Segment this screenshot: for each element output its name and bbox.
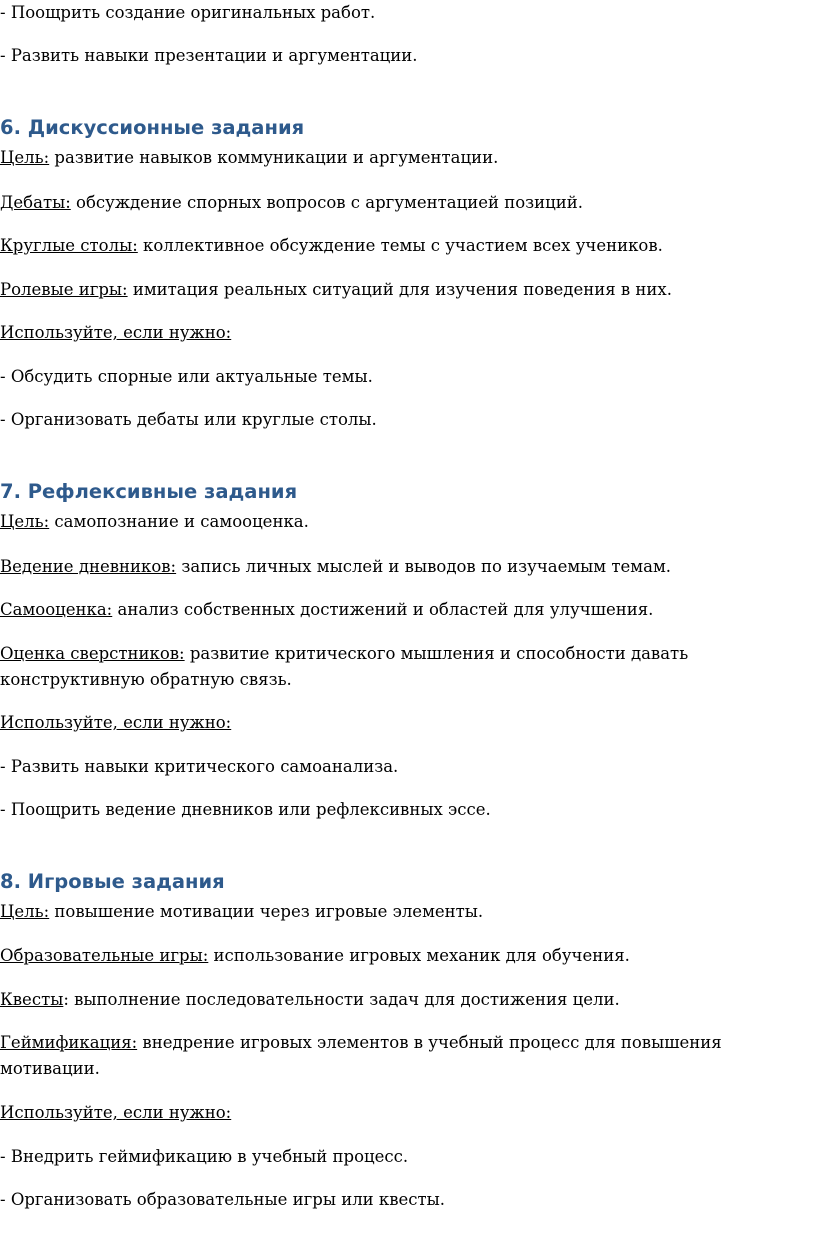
bullet-text: - Развить навыки презентации и аргументации. <box>0 46 418 65</box>
item-text: обсуждение спорных вопросов с аргументацией позиций. <box>70 193 583 212</box>
section6-goal <box>0 145 498 171</box>
item-text: анализ собственных достижений и областей для улучшения. <box>112 600 654 619</box>
section7-item-diaries <box>0 554 671 580</box>
section6-bullet-organize-debates <box>0 407 377 433</box>
item-text: развитие критического мышления и способности давать конструктивную обратную связь. <box>0 644 689 689</box>
goal-text: самопознание и самооценка. <box>49 512 309 531</box>
section-heading-reflective: 7. Рефлексивные задания <box>0 480 298 503</box>
section6-item-round-tables <box>0 233 663 259</box>
bullet-text: - Поощрить ведение дневников или рефлексивных эссе. <box>0 800 491 819</box>
use-label: Используйте, если нужно: <box>0 323 232 342</box>
item-label: Ведение дневников: <box>0 557 177 576</box>
section7-bullet-diaries-essays <box>0 797 491 823</box>
item-label: Самооценка: <box>0 600 113 619</box>
item-label: Ролевые игры: <box>0 280 128 299</box>
bullet-text: - Развить навыки критического самоанализа. <box>0 757 399 776</box>
goal-text: повышение мотивации через игровые элементы. <box>49 902 484 921</box>
use-label: Используйте, если нужно: <box>0 713 232 732</box>
section-heading-discussion: 6. Дискуссионные задания <box>0 116 305 139</box>
section-heading-game: 8. Игровые задания <box>0 870 225 893</box>
section6-item-debates <box>0 190 583 216</box>
section8-item-quests <box>0 987 620 1013</box>
item-text: коллективное обсуждение темы с участием всех учеников. <box>137 236 663 255</box>
section8-item-educational-games <box>0 943 630 969</box>
section8-item-gamification <box>0 1030 760 1082</box>
item-label: Квесты <box>0 990 64 1009</box>
item-label: Дебаты: <box>0 193 71 212</box>
section8-goal <box>0 899 483 925</box>
bullet-text: - Обсудить спорные или актуальные темы. <box>0 367 373 386</box>
section8-bullet-gamification <box>0 1144 408 1170</box>
section6-bullet-discuss-topics <box>0 364 373 390</box>
section7-item-peer-review <box>0 641 760 693</box>
item-text: : выполнение последовательности задач для достижения цели. <box>63 990 620 1009</box>
section6-item-role-games <box>0 277 672 303</box>
bullet-text: - Организовать образовательные игры или квесты. <box>0 1190 446 1209</box>
section7-goal <box>0 509 309 535</box>
intro-bullet-presentation-skills <box>0 43 418 69</box>
item-label: Образовательные игры: <box>0 946 209 965</box>
goal-label: Цель: <box>0 902 50 921</box>
goal-text: развитие навыков коммуникации и аргументации. <box>49 148 499 167</box>
section7-bullet-self-analysis <box>0 754 398 780</box>
intro-bullet-original-works <box>0 0 375 26</box>
bullet-text: - Организовать дебаты или круглые столы. <box>0 410 377 429</box>
use-label: Используйте, если нужно: <box>0 1103 232 1122</box>
goal-label: Цель: <box>0 148 50 167</box>
goal-label: Цель: <box>0 512 50 531</box>
bullet-text: - Внедрить геймификацию в учебный процесс. <box>0 1147 409 1166</box>
section7-use-label <box>0 710 231 736</box>
bullet-text: - Поощрить создание оригинальных работ. <box>0 3 376 22</box>
item-text: запись личных мыслей и выводов по изучаемым темам. <box>176 557 672 576</box>
item-label: Геймификация: <box>0 1033 138 1052</box>
section8-bullet-games-quests <box>0 1187 445 1213</box>
section8-use-label <box>0 1100 231 1126</box>
item-text: использование игровых механик для обучения. <box>208 946 630 965</box>
item-label: Круглые столы: <box>0 236 138 255</box>
section7-item-self-assessment <box>0 597 653 623</box>
item-text: внедрение игровых элементов в учебный процесс для повышения мотивации. <box>0 1033 722 1078</box>
item-text: имитация реальных ситуаций для изучения поведения в них. <box>127 280 672 299</box>
item-label: Оценка сверстников: <box>0 644 185 663</box>
section6-use-label <box>0 320 231 346</box>
